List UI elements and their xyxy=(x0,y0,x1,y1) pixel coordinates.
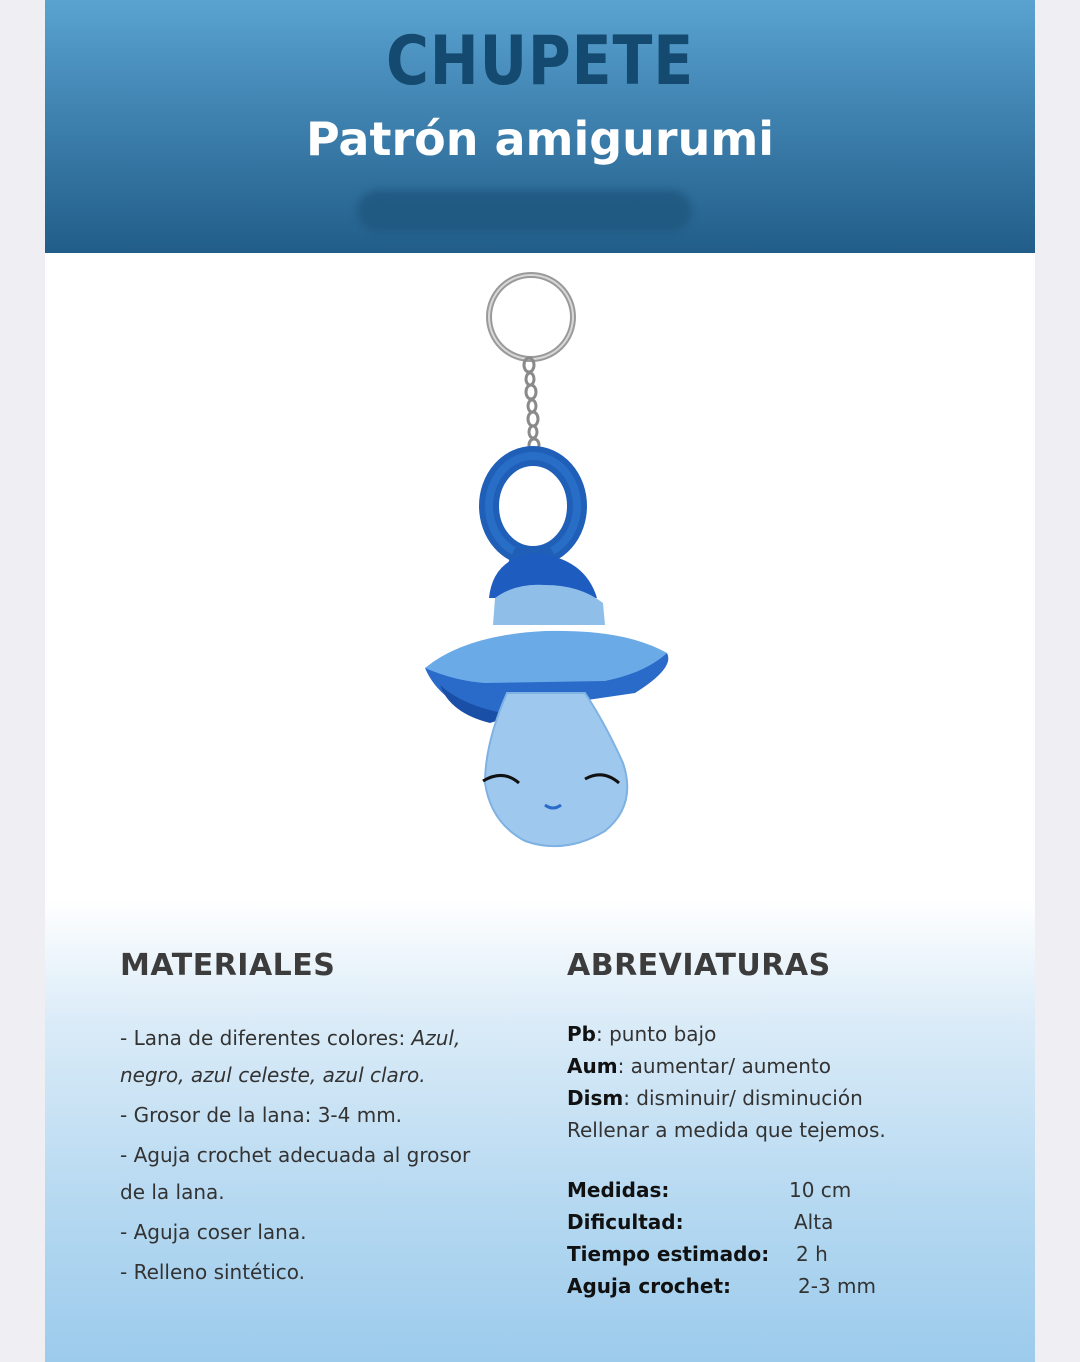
spec-row: Tiempo estimado: 2 h xyxy=(567,1242,828,1266)
page-title: CHUPETE xyxy=(385,22,695,101)
list-item: - Grosor de la lana: 3-4 mm. xyxy=(120,1103,403,1127)
list-item: Dism: disminuir/ disminución xyxy=(567,1086,863,1110)
list-item: Pb: punto bajo xyxy=(567,1022,717,1046)
pacifier-keychain-photo xyxy=(45,253,1035,900)
materials-heading: MATERIALES xyxy=(120,948,336,983)
blurred-watermark xyxy=(357,190,692,232)
abbreviations-list xyxy=(567,1018,1007,1146)
pattern-page xyxy=(45,0,1035,1362)
header-banner xyxy=(45,0,1035,253)
list-item: - Aguja coser lana. xyxy=(120,1220,307,1244)
specs-table xyxy=(567,1178,1007,1306)
spec-row: Dificultad: Alta xyxy=(567,1210,834,1234)
spec-row: Aguja crochet: 2-3 mm xyxy=(567,1274,876,1298)
spec-row: Medidas: 10 cm xyxy=(567,1178,852,1202)
abbreviations-note: Rellenar a medida que tejemos. xyxy=(567,1118,886,1142)
list-item: Aum: aumentar/ aumento xyxy=(567,1054,831,1078)
chain-icon xyxy=(524,358,539,451)
page-subtitle: Patrón amigurumi xyxy=(305,112,775,166)
abbreviations-heading: ABREVIATURAS xyxy=(567,948,831,983)
list-item: - Relleno sintético. xyxy=(120,1260,305,1284)
pacifier-body xyxy=(485,693,627,846)
materials-list xyxy=(120,1020,520,1294)
list-item: - Aguja crochet adecuada al grosor de la lana. xyxy=(120,1143,471,1204)
list-item: - Lana de diferentes colores: Azul, negro, azul celeste, azul claro. xyxy=(120,1026,461,1087)
